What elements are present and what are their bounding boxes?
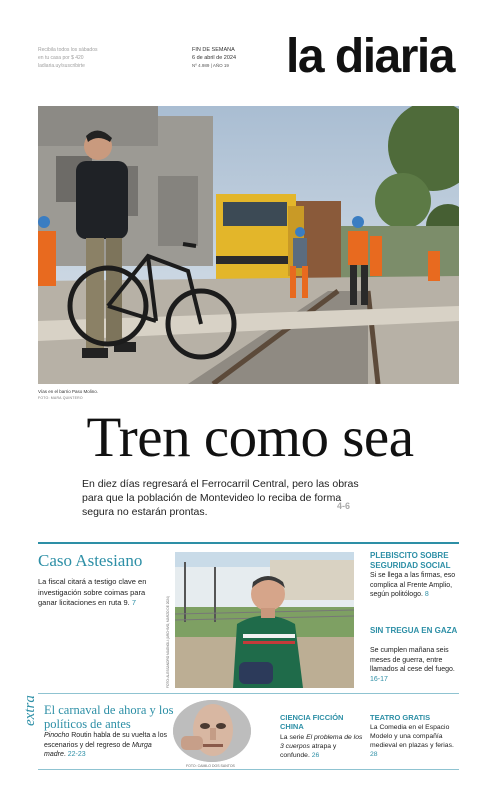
extra-divider-top: [38, 693, 459, 694]
edition-label: FIN DE SEMANA: [192, 47, 235, 53]
photo-credit: FOTO: MARA QUINTERO: [38, 396, 83, 400]
photo-credit-vertical: [166, 560, 174, 688]
brief-body: Se cumplen mañana seis meses de guerra, entre llamados al cese del fuego.: [370, 647, 455, 673]
extra-text-end: .: [63, 751, 66, 758]
brief-title[interactable]: SIN TREGUA EN GAZA: [370, 626, 458, 635]
extra-portrait: [173, 700, 251, 762]
page-reference: 22-23: [67, 751, 86, 758]
caso-astesiano-title[interactable]: Caso Astesiano: [38, 551, 143, 570]
extra-text-italic: Murga madre: [44, 741, 152, 758]
edition-date: 6 de abril de 2024: [192, 55, 237, 61]
promo-line: Recibila todos los sábados: [38, 47, 98, 53]
extra-text: [44, 731, 174, 760]
subscription-promo: [38, 46, 148, 70]
section-divider: [38, 542, 459, 544]
brief-text-italic: El problema de los 3 cuerpos: [280, 734, 363, 750]
extra-brief-text: [370, 723, 458, 759]
portrait-credit: FOTO: CAMILO DOS SANTOS: [186, 764, 235, 768]
main-lede: En diez días regresará el Ferrocarril Central, pero las obras para que la población de Montevideo lo reciba de forma segura no estarán prontas.: [82, 478, 359, 518]
brief-text-a: La serie: [280, 734, 307, 741]
extra-brief-title[interactable]: CIENCIA FICCIÓN CHINA: [280, 713, 344, 731]
page-reference: 8: [424, 591, 429, 598]
extra-text-body: Routin habla de su vuelta a los escenarios y del regreso de: [44, 732, 167, 749]
main-headline[interactable]: Tren como sea: [86, 406, 414, 469]
page-reference: 4-6: [337, 501, 351, 511]
extra-brief-title[interactable]: TEATRO GRATIS: [370, 713, 431, 722]
caso-astesiano-text: [38, 577, 163, 609]
caso-astesiano-photo: [175, 552, 354, 688]
page-reference: 16-17: [370, 675, 388, 683]
page-reference: 7: [131, 598, 136, 607]
newspaper-logo: la diaria: [286, 30, 454, 83]
page-reference: 26: [311, 752, 320, 759]
extra-title[interactable]: El carnaval de ahora y los políticos de antes: [44, 703, 174, 731]
brief-text-b: atrapa y confunde.: [280, 743, 337, 759]
main-photo: [38, 106, 459, 384]
edition-number: Nº 4.989 | AÑO 19: [192, 63, 229, 68]
edition-info: [192, 46, 282, 70]
caso-text-body: La fiscal citará a testigo clave en investigación sobre coimas para ganar licitaciones en ruta 9.: [38, 577, 147, 607]
page-reference: 28: [370, 751, 378, 758]
photo-caption: Vías en el barrio Paso Molino.: [38, 389, 99, 394]
brief-title[interactable]: PLEBISCITO SOBRE SEGURIDAD SOCIAL: [370, 551, 451, 570]
brief-body: Si se llega a las firmas, eso complica al Frente Amplio, según politólogo.: [370, 572, 456, 598]
brief-text: [370, 646, 465, 684]
promo-link[interactable]: ladiaria.uy/suscribirte: [38, 63, 85, 69]
witness-portrait-image: [175, 552, 354, 688]
promo-line: en tu casa por $ 420: [38, 55, 84, 61]
brief-text: [370, 571, 465, 600]
extra-divider-bottom: [38, 769, 459, 770]
railway-scene-image: [38, 106, 459, 384]
extra-label: extra: [22, 695, 38, 726]
photo-credit-text: FOTO: ALESSANDRO MAGNOLI (ARCHIVO, MARZO DE 2024): [166, 596, 170, 688]
brief-body: La Comedia en el Espacio Modelo y una compañía medieval en plazas y ferias.: [370, 724, 454, 749]
extra-brief-text: [280, 733, 368, 760]
extra-text-italic: Pinocho: [44, 732, 70, 739]
pinocho-portrait-image: [173, 700, 251, 762]
